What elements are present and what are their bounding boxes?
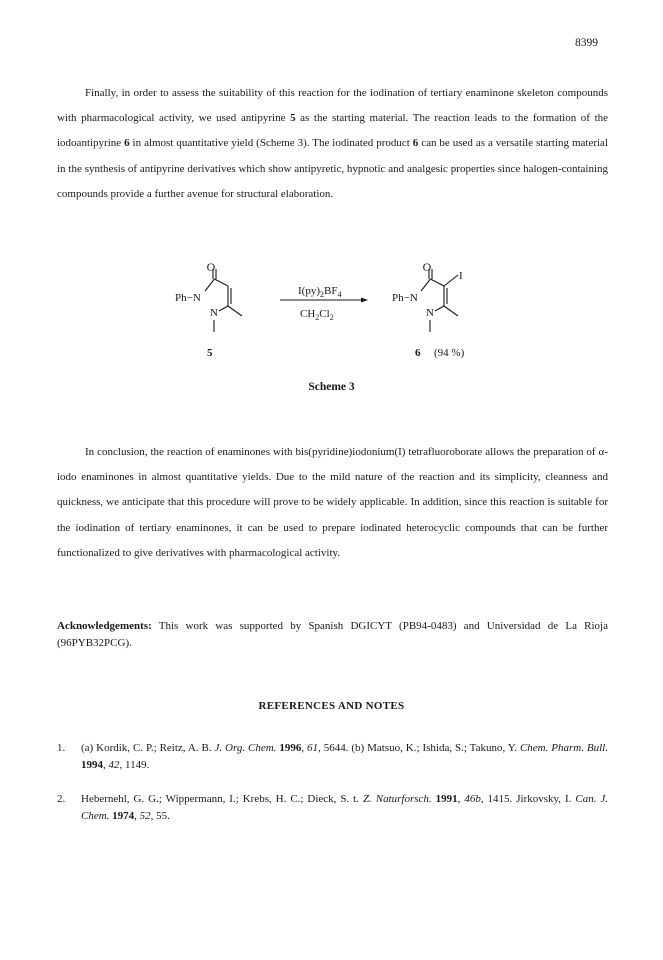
ref-text: , 1415. Jirkovsky, I. bbox=[480, 793, 576, 805]
text-run: in almost quantitative yield (Scheme 3). The iodinated product bbox=[129, 137, 413, 150]
reactant-n-methyl: N bbox=[210, 307, 218, 319]
compound-ref: 5 bbox=[290, 112, 296, 125]
reaction-arrowhead bbox=[361, 298, 368, 303]
paragraph-iodoantipyrine bbox=[57, 81, 608, 207]
ref-volume: 42 bbox=[108, 759, 120, 771]
acknowledgements-label: Acknowledgements: bbox=[57, 620, 152, 632]
compound-ref: 6 bbox=[124, 137, 130, 150]
product-phenyl-n: Ph−N bbox=[392, 292, 418, 304]
reference-item: 1. (a) Kordik, C. P.; Reitz, A. B. J. Org. Chem. 1996, 61, 5644. (b) Matsuo, K.; Ishida, S.; Takuno, Y. Chem. Pharm. Bull. 1994, 42, 1149. bbox=[57, 742, 608, 771]
product-iodine: I bbox=[459, 270, 463, 282]
reference-item: 2. Hebernehl, G. G.; Wippermann, I.; Krebs, H. C.; Dieck, S. t. Z. Naturforsch. 1991, 46b, 1415. Jirkovsky, I. Can. J. Chem. 1974, 52, 55. bbox=[57, 793, 609, 822]
ref-text: (a) Kordik, C. P.; Reitz, A. B. bbox=[81, 742, 215, 754]
product-yield: (94 %) bbox=[434, 347, 465, 359]
ref-text: , 55. bbox=[150, 810, 170, 822]
compound-ref: 6 bbox=[412, 137, 419, 150]
ref-volume: 52 bbox=[139, 810, 151, 822]
ref-year: 1974 bbox=[112, 810, 135, 822]
reactant-number: 5 bbox=[207, 347, 213, 359]
product-oxygen: O bbox=[422, 260, 432, 274]
scheme-caption: Scheme 3 bbox=[308, 381, 355, 393]
ref-journal: Can. J. Chem. bbox=[81, 793, 609, 822]
reference-number: 1. bbox=[57, 742, 66, 754]
acknowledgements-text: This work was supported by Spanish DGICYT (PB94-0483) and Universidad de La Rioja (96PYB32PCG). bbox=[57, 620, 608, 649]
scheme-3-diagram bbox=[0, 250, 663, 400]
ref-text: , 5644. (b) Matsuo, K.; Ishida, S.; Takuno, Y. bbox=[318, 742, 520, 754]
ref-text: Hebernehl, G. G.; Wippermann, I.; Krebs, H. C.; Dieck, S. t. bbox=[81, 793, 363, 805]
ref-year: 1996 bbox=[279, 742, 302, 754]
reagent-label: $I(py)_2BF_4$ bbox=[298, 285, 342, 299]
ref-journal: Chem. Pharm. Bull. bbox=[519, 742, 608, 754]
text-run: Finally, in order to assess the suitability of this reaction for the iodination of tertiary enaminone skeleton compounds with pharmacological activity, we used antipyrine bbox=[57, 87, 608, 125]
acknowledgements bbox=[57, 618, 608, 652]
solvent-label: $CH_2Cl_2$ bbox=[300, 308, 334, 322]
conclusion-text: In conclusion, the reaction of enaminones with bis(pyridine)iodonium(I) tetrafluoroborate allows the preparation of α-iodo enaminones in almost quantitative yields. Due to the mild nature of the reaction and its simplicity, cleanness and quickness, we anticipate that this procedure will prove to be widely applicable. In addition, since this reaction is suitable for the iodination of tertiary enaminones, it can be used to prepare iodinated heterocyclic compounds that can be further functionalized to give derivatives with pharmacological activity. bbox=[57, 446, 608, 559]
references-heading: REFERENCES AND NOTES bbox=[258, 700, 405, 712]
text-run: as the starting material. The reaction leads to the formation of the iodoantipyrine bbox=[57, 112, 609, 150]
page-number: 8399 bbox=[575, 37, 598, 49]
product-number: 6 bbox=[415, 347, 421, 359]
reactant-antipyrine bbox=[205, 269, 242, 332]
reactant-phenyl-n: Ph−N bbox=[175, 292, 201, 304]
paragraph-conclusion bbox=[57, 440, 608, 566]
product-n-methyl: N bbox=[426, 307, 434, 319]
ref-volume: 46b bbox=[464, 793, 481, 805]
product-iodoantipyrine bbox=[421, 269, 458, 332]
ref-year: 1991 bbox=[435, 793, 458, 805]
ref-year: 1994 bbox=[81, 759, 103, 771]
ref-journal: J. Org. Chem. bbox=[214, 742, 277, 754]
reactant-oxygen: O bbox=[206, 260, 216, 274]
ref-journal: Z. Naturforsch. bbox=[362, 793, 432, 805]
text-run: can be used as a versatile starting material in the synthesis of antipyrine derivatives which show antipyretic, hypnotic and analgesic properties since halogen-containing compounds provide a further avenue for structural elaboration. bbox=[57, 137, 608, 200]
reference-number: 2. bbox=[57, 793, 66, 805]
ref-volume: 61 bbox=[307, 742, 319, 754]
ref-text: , 1149. bbox=[119, 759, 150, 771]
